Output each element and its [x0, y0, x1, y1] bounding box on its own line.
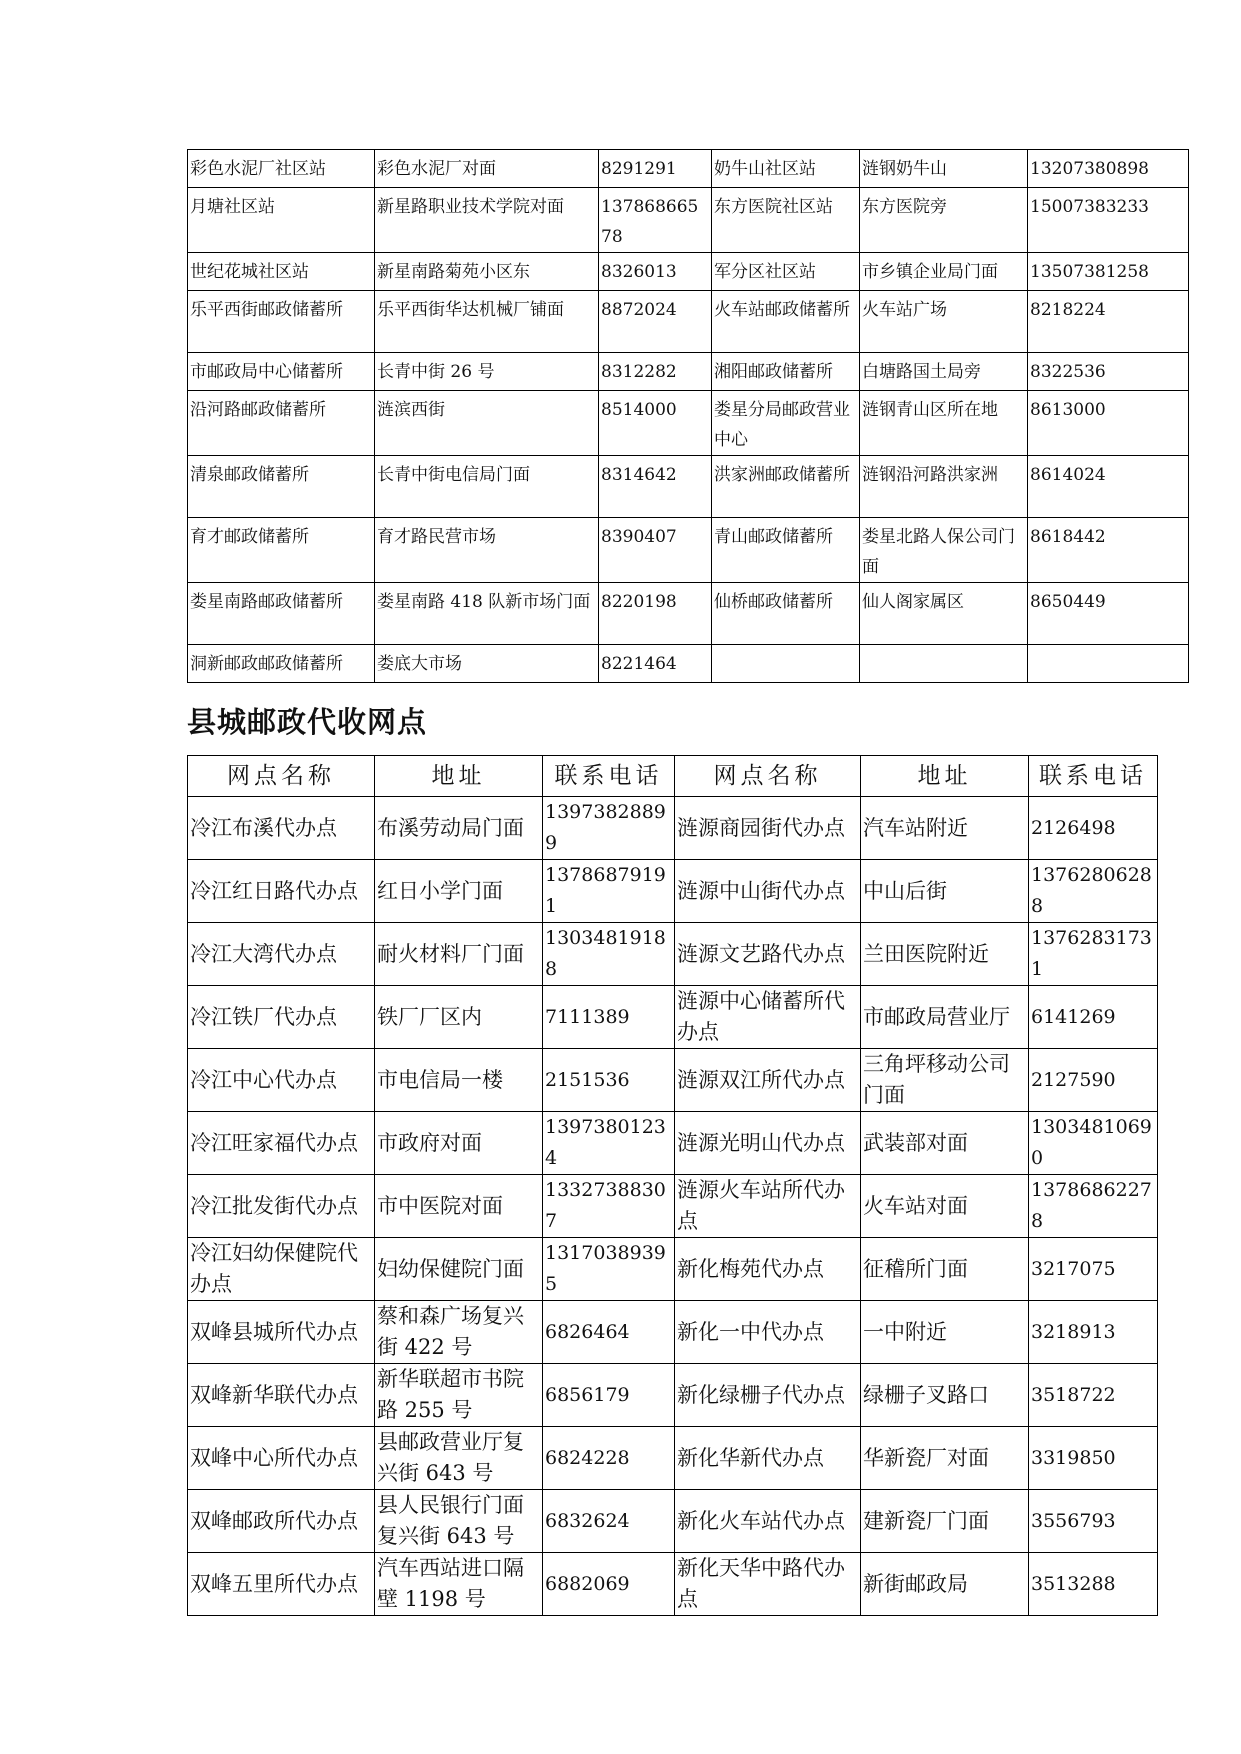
header-cell-address: 地址 — [375, 756, 543, 797]
address-cell: 市乡镇企业局门面 — [860, 253, 1028, 291]
phone-cell: 8872024 — [599, 291, 712, 353]
address-cell: 县人民银行门面复兴街 643 号 — [375, 1490, 543, 1553]
phone-cell: 8312282 — [599, 353, 712, 391]
outlet-name-cell: 东方医院社区站 — [712, 188, 860, 253]
address-cell: 火车站广场 — [860, 291, 1028, 353]
address-cell: 涟滨西街 — [375, 391, 599, 456]
section-title: 县城邮政代收网点 — [187, 705, 428, 739]
outlet-name-cell: 青山邮政储蓄所 — [712, 518, 860, 583]
address-cell: 武装部对面 — [861, 1112, 1029, 1175]
outlet-name-cell: 洪家洲邮政储蓄所 — [712, 456, 860, 518]
header-cell-address: 地址 — [861, 756, 1029, 797]
table-row — [188, 518, 1189, 583]
address-cell: 娄星南路 418 队新市场门面 — [375, 583, 599, 645]
outlet-name-cell: 洞新邮政邮政储蓄所 — [188, 645, 375, 683]
phone-cell: 8390407 — [599, 518, 712, 583]
address-cell: 绿栅子叉路口 — [861, 1364, 1029, 1427]
phone-cell: 13973828899 — [543, 797, 675, 860]
outlet-name-cell: 双峰五里所代办点 — [188, 1553, 375, 1616]
header-cell-outlet-name: 网点名称 — [188, 756, 375, 797]
address-cell: 娄星北路人保公司门面 — [860, 518, 1028, 583]
phone-cell: 3319850 — [1029, 1427, 1158, 1490]
outlet-name-cell: 涟源火车站所代办点 — [675, 1175, 861, 1238]
phone-cell: 8314642 — [599, 456, 712, 518]
county-agent-points-table — [187, 755, 1158, 1616]
table-row — [188, 291, 1189, 353]
outlet-name-cell: 新化华新代办点 — [675, 1427, 861, 1490]
phone-cell: 13327388307 — [543, 1175, 675, 1238]
table-row — [188, 1112, 1158, 1175]
address-cell: 一中附近 — [861, 1301, 1029, 1364]
phone-cell: 13034819188 — [543, 923, 675, 986]
address-cell: 东方医院旁 — [860, 188, 1028, 253]
phone-cell: 2126498 — [1029, 797, 1158, 860]
address-cell: 布溪劳动局门面 — [375, 797, 543, 860]
address-cell: 市政府对面 — [375, 1112, 543, 1175]
address-cell: 新星南路菊苑小区东 — [375, 253, 599, 291]
phone-cell: 8220198 — [599, 583, 712, 645]
outlet-name-cell: 仙桥邮政储蓄所 — [712, 583, 860, 645]
address-cell: 白塘路国土局旁 — [860, 353, 1028, 391]
address-cell: 红日小学门面 — [375, 860, 543, 923]
outlet-name-cell: 冷江妇幼保健院代办点 — [188, 1238, 375, 1301]
phone-cell: 7111389 — [543, 986, 675, 1049]
outlet-name-cell: 涟源双江所代办点 — [675, 1049, 861, 1112]
outlet-name-cell: 彩色水泥厂社区站 — [188, 150, 375, 188]
address-cell: 长青中街 26 号 — [375, 353, 599, 391]
outlet-name-cell: 涟源光明山代办点 — [675, 1112, 861, 1175]
address-cell: 仙人阁家属区 — [860, 583, 1028, 645]
table-row — [188, 391, 1189, 456]
outlet-name-cell: 冷江旺家福代办点 — [188, 1112, 375, 1175]
address-cell: 铁厂厂区内 — [375, 986, 543, 1049]
outlet-name-cell: 奶牛山社区站 — [712, 150, 860, 188]
outlet-name-cell: 冷江铁厂代办点 — [188, 986, 375, 1049]
phone-cell: 6826464 — [543, 1301, 675, 1364]
table-row — [188, 797, 1158, 860]
phone-cell: 6882069 — [543, 1553, 675, 1616]
phone-cell: 2127590 — [1029, 1049, 1158, 1112]
phone-cell: 8614024 — [1028, 456, 1189, 518]
address-cell: 彩色水泥厂对面 — [375, 150, 599, 188]
phone-cell: 6832624 — [543, 1490, 675, 1553]
table-row — [188, 456, 1189, 518]
address-cell: 育才路民营市场 — [375, 518, 599, 583]
address-cell: 建新瓷厂门面 — [861, 1490, 1029, 1553]
table-header-row — [188, 756, 1158, 797]
address-cell: 乐平西街华达机械厂铺面 — [375, 291, 599, 353]
address-cell: 新华联超市书院路 255 号 — [375, 1364, 543, 1427]
address-cell: 蔡和森广场复兴街 422 号 — [375, 1301, 543, 1364]
phone-cell: 13973801234 — [543, 1112, 675, 1175]
address-cell: 长青中街电信局门面 — [375, 456, 599, 518]
outlet-name-cell: 清泉邮政储蓄所 — [188, 456, 375, 518]
outlet-name-cell: 双峰中心所代办点 — [188, 1427, 375, 1490]
phone-cell: 3518722 — [1029, 1364, 1158, 1427]
outlet-name-cell: 双峰邮政所代办点 — [188, 1490, 375, 1553]
phone-cell: 13786866578 — [599, 188, 712, 253]
outlet-name-cell: 火车站邮政储蓄所 — [712, 291, 860, 353]
address-cell: 市邮政局营业厅 — [861, 986, 1029, 1049]
phone-cell: 8650449 — [1028, 583, 1189, 645]
address-cell: 娄底大市场 — [375, 645, 599, 683]
address-cell: 耐火材料厂门面 — [375, 923, 543, 986]
phone-cell: 15007383233 — [1028, 188, 1189, 253]
header-cell-phone: 联系电话 — [543, 756, 675, 797]
outlet-name-cell — [712, 645, 860, 683]
table-row — [188, 1049, 1158, 1112]
outlet-name-cell: 涟源商园街代办点 — [675, 797, 861, 860]
phone-cell — [1028, 645, 1189, 683]
outlet-name-cell: 新化梅苑代办点 — [675, 1238, 861, 1301]
phone-cell: 3556793 — [1029, 1490, 1158, 1553]
address-cell: 市中医院对面 — [375, 1175, 543, 1238]
outlet-name-cell: 世纪花城社区站 — [188, 253, 375, 291]
table-row — [188, 253, 1189, 291]
outlet-name-cell: 冷江中心代办点 — [188, 1049, 375, 1112]
address-cell: 涟钢青山区所在地 — [860, 391, 1028, 456]
address-cell: 兰田医院附近 — [861, 923, 1029, 986]
outlet-name-cell: 市邮政局中心储蓄所 — [188, 353, 375, 391]
address-cell: 火车站对面 — [861, 1175, 1029, 1238]
phone-cell: 8322536 — [1028, 353, 1189, 391]
table-row — [188, 860, 1158, 923]
outlet-name-cell: 涟源文艺路代办点 — [675, 923, 861, 986]
phone-cell: 8218224 — [1028, 291, 1189, 353]
outlet-name-cell: 冷江大湾代办点 — [188, 923, 375, 986]
phone-cell: 3218913 — [1029, 1301, 1158, 1364]
phone-cell: 8291291 — [599, 150, 712, 188]
address-cell: 汽车西站进口隔壁 1198 号 — [375, 1553, 543, 1616]
outlet-name-cell: 月塘社区站 — [188, 188, 375, 253]
table-row — [188, 353, 1189, 391]
phone-cell: 3217075 — [1029, 1238, 1158, 1301]
address-cell: 妇幼保健院门面 — [375, 1238, 543, 1301]
address-cell: 中山后街 — [861, 860, 1029, 923]
table-row — [188, 1553, 1158, 1616]
address-cell: 三角坪移动公司门面 — [861, 1049, 1029, 1112]
outlet-name-cell: 新化天华中路代办点 — [675, 1553, 861, 1616]
table-row — [188, 188, 1189, 253]
outlet-name-cell: 冷江布溪代办点 — [188, 797, 375, 860]
address-cell: 征稽所门面 — [861, 1238, 1029, 1301]
phone-cell: 6141269 — [1029, 986, 1158, 1049]
address-cell: 汽车站附近 — [861, 797, 1029, 860]
table-row — [188, 1238, 1158, 1301]
header-cell-outlet-name: 网点名称 — [675, 756, 861, 797]
table-row — [188, 986, 1158, 1049]
savings-outlets-table — [187, 149, 1189, 683]
outlet-name-cell: 新化绿栅子代办点 — [675, 1364, 861, 1427]
table-row — [188, 150, 1189, 188]
header-cell-phone: 联系电话 — [1029, 756, 1158, 797]
address-cell: 涟钢奶牛山 — [860, 150, 1028, 188]
phone-cell: 6824228 — [543, 1427, 675, 1490]
phone-cell: 13786862278 — [1029, 1175, 1158, 1238]
phone-cell: 13762806288 — [1029, 860, 1158, 923]
address-cell: 新街邮政局 — [861, 1553, 1029, 1616]
address-cell: 华新瓷厂对面 — [861, 1427, 1029, 1490]
table-row — [188, 1427, 1158, 1490]
address-cell: 县邮政营业厅复兴街 643 号 — [375, 1427, 543, 1490]
phone-cell: 6856179 — [543, 1364, 675, 1427]
outlet-name-cell: 涟源中心储蓄所代办点 — [675, 986, 861, 1049]
address-cell: 涟钢沿河路洪家洲 — [860, 456, 1028, 518]
outlet-name-cell: 娄星分局邮政营业中心 — [712, 391, 860, 456]
table-row — [188, 1490, 1158, 1553]
outlet-name-cell: 冷江红日路代办点 — [188, 860, 375, 923]
outlet-name-cell: 育才邮政储蓄所 — [188, 518, 375, 583]
outlet-name-cell: 涟源中山街代办点 — [675, 860, 861, 923]
table-row — [188, 1364, 1158, 1427]
outlet-name-cell: 新化火车站代办点 — [675, 1490, 861, 1553]
outlet-name-cell: 新化一中代办点 — [675, 1301, 861, 1364]
phone-cell: 8326013 — [599, 253, 712, 291]
phone-cell: 2151536 — [543, 1049, 675, 1112]
outlet-name-cell: 娄星南路邮政储蓄所 — [188, 583, 375, 645]
phone-cell: 13170389395 — [543, 1238, 675, 1301]
phone-cell: 13507381258 — [1028, 253, 1189, 291]
phone-cell: 13207380898 — [1028, 150, 1189, 188]
outlet-name-cell: 乐平西街邮政储蓄所 — [188, 291, 375, 353]
outlet-name-cell: 军分区社区站 — [712, 253, 860, 291]
outlet-name-cell: 湘阳邮政储蓄所 — [712, 353, 860, 391]
county-agent-points-table-body — [188, 797, 1158, 1616]
phone-cell: 3513288 — [1029, 1553, 1158, 1616]
table-row — [188, 923, 1158, 986]
phone-cell: 13762831731 — [1029, 923, 1158, 986]
table-row — [188, 645, 1189, 683]
address-cell — [860, 645, 1028, 683]
outlet-name-cell: 沿河路邮政储蓄所 — [188, 391, 375, 456]
savings-outlets-table-body — [188, 150, 1189, 683]
table-row — [188, 1301, 1158, 1364]
outlet-name-cell: 双峰县城所代办点 — [188, 1301, 375, 1364]
phone-cell: 8221464 — [599, 645, 712, 683]
address-cell: 新星路职业技术学院对面 — [375, 188, 599, 253]
phone-cell: 13786879191 — [543, 860, 675, 923]
phone-cell: 8613000 — [1028, 391, 1189, 456]
address-cell: 市电信局一楼 — [375, 1049, 543, 1112]
table-row — [188, 583, 1189, 645]
outlet-name-cell: 双峰新华联代办点 — [188, 1364, 375, 1427]
table-row — [188, 1175, 1158, 1238]
outlet-name-cell: 冷江批发街代办点 — [188, 1175, 375, 1238]
phone-cell: 13034810690 — [1029, 1112, 1158, 1175]
phone-cell: 8514000 — [599, 391, 712, 456]
phone-cell: 8618442 — [1028, 518, 1189, 583]
